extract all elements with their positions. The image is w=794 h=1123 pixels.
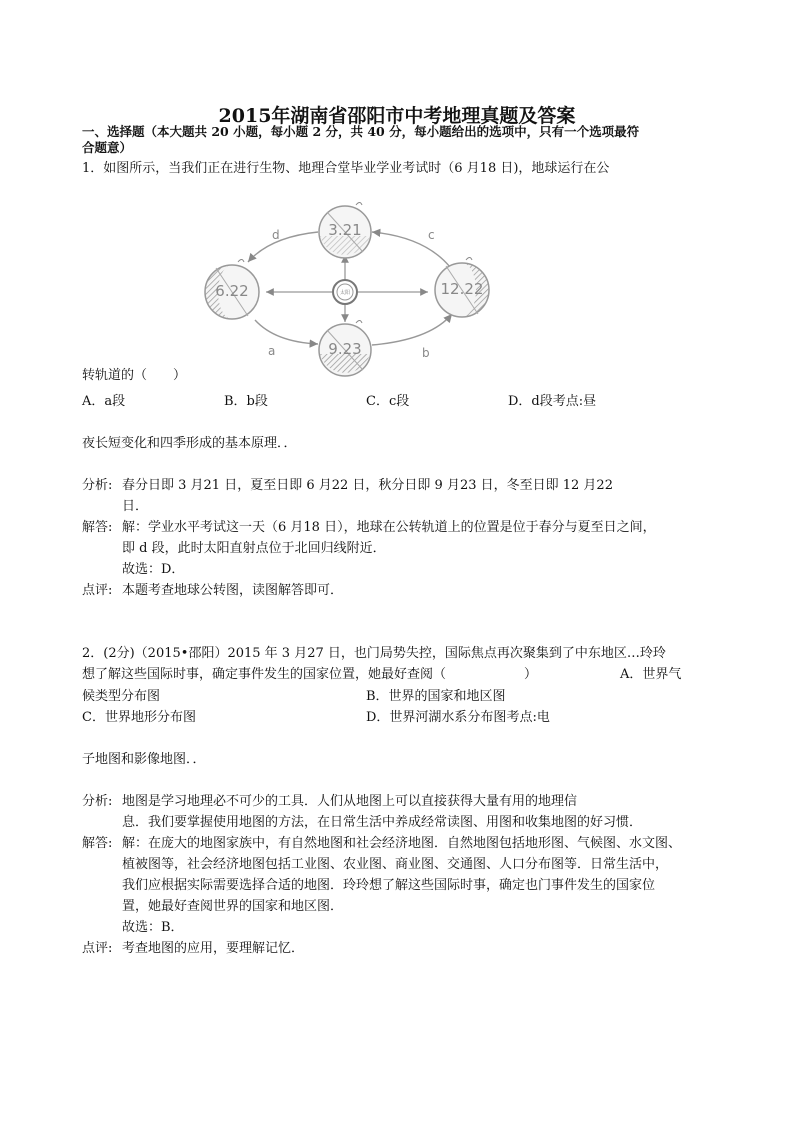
date-label-top: 3.21 xyxy=(328,221,362,239)
q1-kaodian-1: 昼 xyxy=(583,394,597,409)
q2-option-d-text: D．世界河湖水系分布图 xyxy=(366,710,507,725)
q1-stem-cont: 转轨道的（ ） xyxy=(82,368,187,383)
orbit-arc-b xyxy=(372,314,452,345)
q1-kaodian-label: 考点: xyxy=(552,394,584,409)
q1-jieda-label: 解答: xyxy=(82,520,113,535)
date-label-bottom: 9.23 xyxy=(328,340,362,358)
orbit-arc-a xyxy=(255,320,318,344)
q2-stem-2: 想了解这些国际时事，确定事件发生的国家位置，她最好查阅（ ） xyxy=(82,667,538,682)
section-heading xyxy=(82,124,639,156)
q1-jieda-1: 解：学业水平考试这一天（6 月18 日），地球在公转轨道上的位置是位于春分与夏至日之间， xyxy=(122,520,656,535)
q2-jieda-1: 解：在庞大的地图家族中，有自然地图和社会经济地图．自然地图包括地形图、气候图、水文图、 xyxy=(122,836,682,851)
q1-option-d xyxy=(508,392,596,412)
q2-option-c: C．世界地形分布图 xyxy=(82,710,196,725)
date-label-right: 12.22 xyxy=(440,280,484,298)
q1-fenxi-2: 日． xyxy=(122,499,149,514)
q2-guxuan: 故选：B． xyxy=(122,920,184,935)
q2-kaodian-label: 考点: xyxy=(506,710,537,725)
segment-b: b xyxy=(422,346,430,360)
q1-option-b: B．b段 xyxy=(224,394,268,409)
q1-option-d-text: D．d段 xyxy=(508,394,553,409)
q1-fenxi-label: 分析: xyxy=(82,478,113,493)
q2-kaodian-2: 子地图和影像地图．． xyxy=(82,752,206,767)
segment-c: c xyxy=(428,228,435,242)
q1-stem: 1．如图所示，当我们正在进行生物、地理合堂毕业学业考试时（6 月18 日)，地球运行在公 xyxy=(82,161,610,176)
section-heading-line1: 一、选择题（本大题共 20 小题，每小题 2 分，共 40 分，每小题给出的选项中，只有一个选项最符 xyxy=(82,124,640,139)
sun-label: 太阳 xyxy=(339,290,351,296)
segment-d: d xyxy=(272,228,280,242)
orbit-arc-d xyxy=(248,232,318,262)
q2-option-b: B．世界的国家和地区图 xyxy=(366,689,506,704)
q1-dianping-label: 点评: xyxy=(82,583,113,598)
date-label-left: 6.22 xyxy=(215,282,249,300)
q1-dianping: 本题考查地球公转图，读图解答即可． xyxy=(122,583,344,598)
q2-fenxi-1: 地图是学习地理必不可少的工具．人们从地图上可以直接获得大量有用的地理信 xyxy=(122,794,578,809)
q2-jieda-4: 置，她最好查阅世界的国家和地区图． xyxy=(122,899,344,914)
q2-dianping-label: 点评: xyxy=(82,941,113,956)
q1-guxuan: 故选：D． xyxy=(122,562,185,577)
q2-stem-1: 2．(2分)（2015•邵阳）2015 年 3 月27 日，也门局势失控，国际焦点再次聚集到了中东地区…玲玲 xyxy=(82,646,666,661)
q1-option-a: A．a段 xyxy=(82,394,126,409)
page-title: 2015年湖南省邵阳市中考地理真题及答案 xyxy=(218,105,576,127)
earth-orbit-diagram xyxy=(200,192,500,378)
segment-a: a xyxy=(268,344,276,358)
q1-kaodian-2: 夜长短变化和四季形成的基本原理．． xyxy=(82,436,297,451)
q2-option-a-1: A．世界气 xyxy=(620,667,682,682)
q2-jieda-label: 解答: xyxy=(82,836,113,851)
q2-kaodian-1: 电 xyxy=(536,710,550,725)
q2-dianping: 考查地图的应用，要理解记忆． xyxy=(122,941,305,956)
q2-jieda-3: 我们应根据实际需要选择合适的地图．玲玲想了解这些国际时事，确定也门事件发生的国家位 xyxy=(122,878,656,893)
q2-fenxi-label: 分析: xyxy=(82,794,113,809)
orbit-arc-c xyxy=(372,232,450,267)
q2-jieda-2: 植被图等，社会经济地图包括工业图、农业图、商业图、交通图、人口分布图等．日常生活中， xyxy=(122,857,669,872)
q2-fenxi-2: 息．我们要掌握使用地图的方法，在日常生活中养成经常读图、用图和收集地图的好习惯． xyxy=(122,815,643,830)
section-heading-line2: 合题意） xyxy=(82,140,133,155)
q2-option-d xyxy=(366,708,550,728)
q2-option-a-2: 候类型分布图 xyxy=(82,689,161,704)
q1-jieda-2: 即 d 段，此时太阳直射点位于北回归线附近． xyxy=(122,541,386,556)
q1-option-c: C．c段 xyxy=(366,394,410,409)
q1-fenxi-1: 春分日即 3 月21 日，夏至日即 6 月22 日，秋分日即 9 月23 日，冬至日即 12 月22 xyxy=(122,478,613,493)
